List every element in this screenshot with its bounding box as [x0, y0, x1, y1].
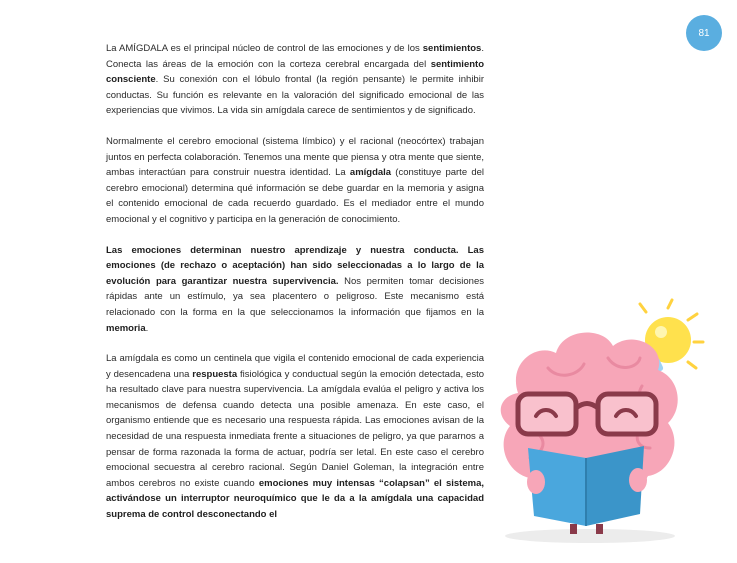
text-run: fisiológica y conductual según la emoción detectada, esto ha resultado clave para nuestra supervivencia. La amígdala evalúa el peligro y activa los mecanismos de defensa cuando detecta una posible amenaza. En este caso, el organismo entiende que es necesario una respuesta rápida. Las emociones avisan de la necesidad de una respuesta inmediata frente a situaciones de peligro, ya que pararnos a pensar de forma razonada la forma de actuar, podría ser letal. En este caso el cerebro emocional secuestra al cerebro racional. Según Daniel Goleman, la integración entre ambos cerebros no existe cuando	[106, 368, 484, 489]
text-run: La AMÍGDALA es el principal núcleo de control de las emociones y de los	[106, 43, 423, 54]
bold-run: emociones muy intensas “colapsan” el sistema, activándose un interruptor neuroquímico que le da a la amígdala una capacidad suprema de control desconectando el	[106, 477, 484, 521]
bold-run: Las emociones determinan nuestro aprendizaje y nuestra conducta. Las emociones (de rechazo o aceptación) han sido seleccionadas a lo largo de la evolución para garantizar nuestra supervivencia.	[106, 244, 484, 287]
text-run: .	[145, 322, 149, 334]
text-run: . Su conexión con el lóbulo frontal (la región pensante) le permite inhibir conductas. Su función es relevante en la valoración del significado emocional de las experiencias que vivimos. La vida sin amígdala carece de sentimientos y de significado.	[106, 74, 484, 117]
bold-run: respuesta	[192, 368, 238, 380]
bold-run: sentimiento consciente	[106, 58, 484, 86]
page-number-badge	[686, 15, 722, 51]
text-run: (constituye parte del cerebro emocional) determina qué información se debe guardar en la memoria y asigna el contenido emocional de cada recuerdo guardado. Es el mediador entre el mundo emocional y el cognitivo y participa en la generación de conocimiento.	[106, 167, 484, 225]
text-run: La amígdala es como un centinela que vigila el contenido emocional de cada experiencia y desencadena una	[106, 353, 484, 380]
paragraph-centinela	[106, 351, 484, 523]
paragraph-cerebro-emocional	[106, 134, 484, 228]
page-number: 81	[698, 27, 710, 39]
body-text	[106, 41, 484, 538]
text-run: . Conecta las áreas de la emoción con la corteza cerebral encargada del	[106, 43, 484, 70]
shadow-shape	[505, 529, 675, 543]
paragraph-emociones	[106, 243, 484, 337]
book-icon	[527, 446, 647, 526]
text-run: Normalmente el cerebro emocional (sistema límbico) y el racional (neocórtex) trabajan juntos en perfecta colaboración. Tenemos una mente que piensa y otra mente que siente, ambas interactúan para construir nuestra identidad. La	[106, 135, 484, 179]
paragraph-amigdala	[106, 41, 484, 119]
bold-run: sentimientos	[422, 43, 482, 54]
bold-run: memoria	[106, 322, 146, 334]
brain-reading-illustration	[488, 298, 728, 548]
bold-run: amígdala	[349, 167, 392, 179]
text-run: Nos permiten tomar decisiones rápidas ante un estímulo, ya sea placentero o peligroso. Este mecanismo está relacionado con la forma en la que seleccionamos la información que fijamos en la	[106, 275, 484, 318]
